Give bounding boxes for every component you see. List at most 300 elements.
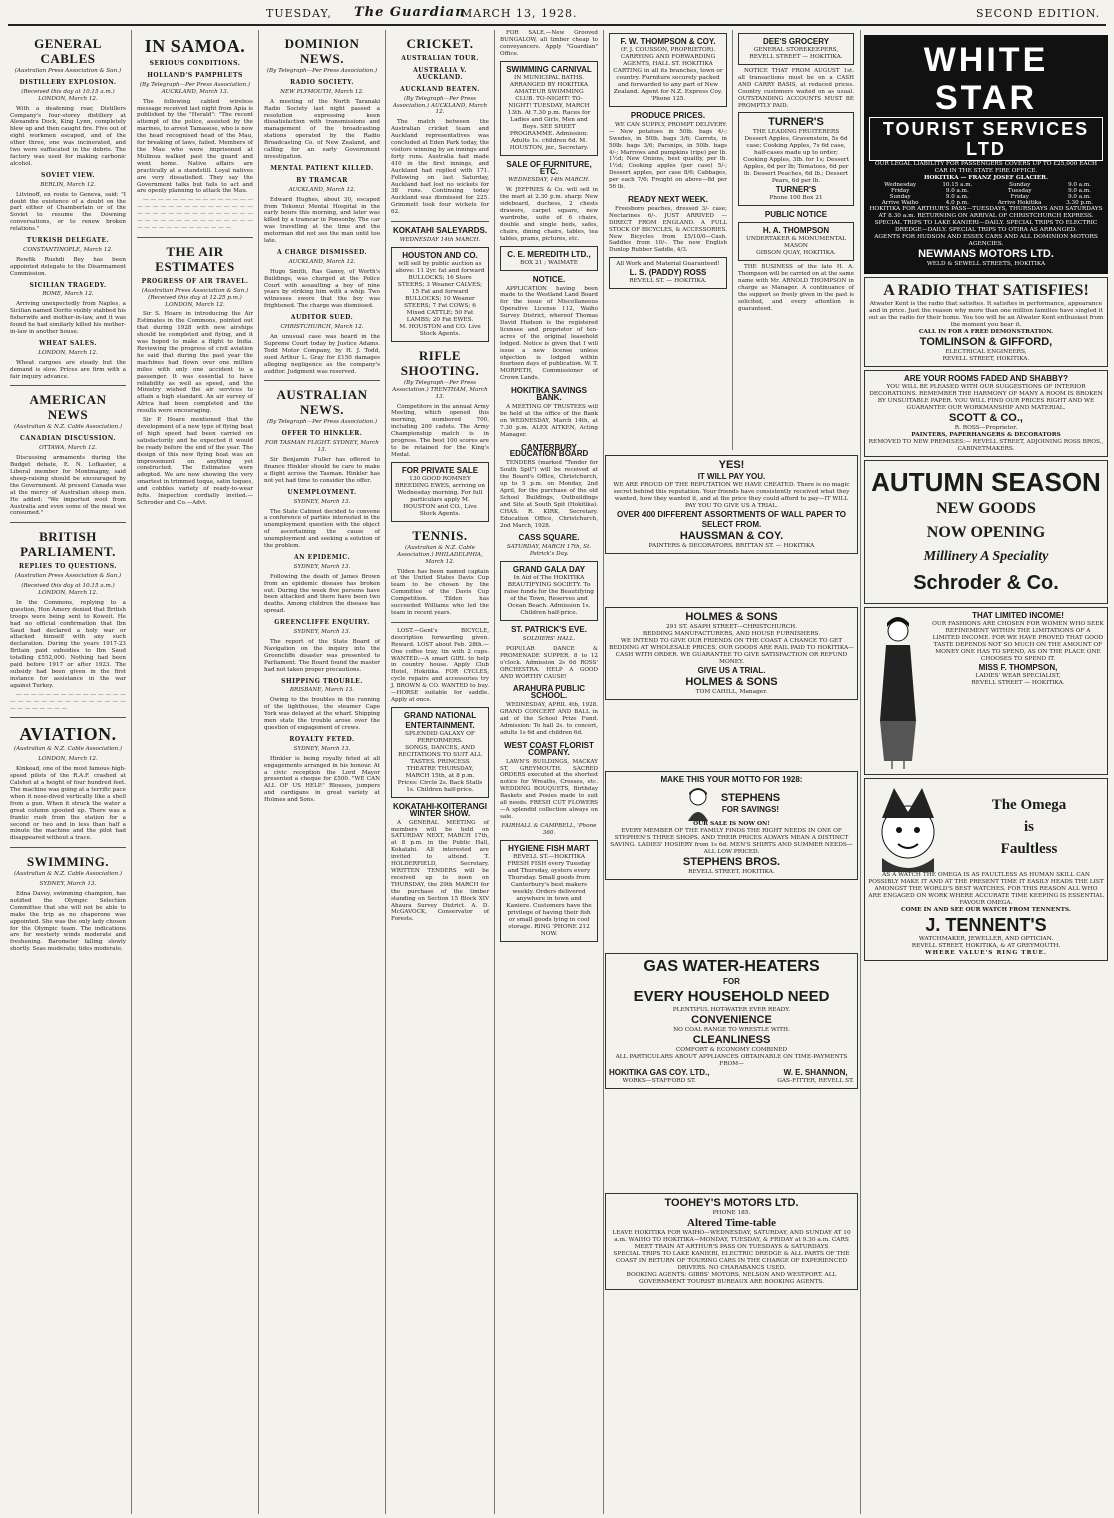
timetable-cell: 9.0 a.m. [945,194,969,200]
ad-text: NOTICE THAT FROM AUGUST 1st. all transactions must be on a CASH AND CARRY BASIS, at reduced prices. Country customers waited on as usual. OUTSTANDING ACCOUNTS MUST BE PROMPTLY PAID. [738,68,854,109]
ad-heading: HOLMES & SONS [685,611,778,623]
ad-paddy-ross [609,257,727,289]
ad-text: WHERE VALUE'S RING TRUE. [925,950,1047,956]
ad-text: TOM CAHILL, Manager. [695,689,768,695]
ad-title: WEST COAST FLORIST COMPANY. [504,740,594,757]
subheading: ROYALTY FETED. [289,735,355,743]
dateline: LONDON, March 12. [38,756,98,763]
ad-text: REVELL STREET, HOKITIKA. [942,356,1030,362]
notice-text: POPULAR DANCE & PROMENADE SUPPER. 8 to 12 o'clock. Admission 2s 6d ROSS' ORCHESTRA. HELP A GOOD AND WORTHY CAUSE! [500,645,598,680]
timetable-cell: Arrive Hokitika [997,200,1042,206]
divider [10,717,126,718]
ad-dees-grocery [738,33,854,65]
ad-text: HOKITIKA — FRANZ JOSEF GLACIER. [923,175,1049,181]
ad-radio [864,277,1108,367]
ad-heading: HYGIENE FISH MART [508,843,590,853]
ad-heading: Altered Time-table [687,1217,776,1229]
ad-text: THE LEADING FRUITERERS [752,129,840,136]
ad-title: ARAHURA PUBLIC SCHOOL. [512,684,586,701]
ad-text: SPECIAL TRIPS TO LAKE KANIERI—DAILY. SPECIAL TRIPS TO ELECTRIC DREDGE—DAILY. SPECIAL TRIPS TO OTIRA AS ARRANGED. [874,220,1098,233]
ad-text: CARRYING AND FORWARDING AGENTS, HALL ST. HOKITIKA [620,54,716,67]
ad-heading: NOW OPENING [926,524,1046,541]
ad-title: SALE OF FURNITURE, ETC. [506,159,592,176]
ad-text: EVERY MEMBER OF THE FAMILY FINDS THE RIGHT NEEDS IN ONE OF STEPHEN'S THREE SHOPS. AND THEIR PRICES ALWAYS MEAN A DISTINCT SAVING. LADIES' HOSIERY from 1s 6d. MEN'S SHIRTS AND SUMMER NEEDS—ALL LOW PRICED. [610,828,853,855]
ad-heading: FOR SAVINGS! [721,804,780,814]
ad-text: OUR FASHIONS ARE CHOSEN FOR WOMEN WHO SEEK REFINEMENT WITHIN THE LIMITATIONS OF A LIMITED INCOME. FOR WE HAVE PROVED THAT GOOD TASTE DEPENDS NOT SO MUCH ON THE AMOUNT OF MONEY ONE HAS TO SPEND, AS ON THE PLACE ONE CHOOSES TO SPEND IT. [932,621,1104,662]
ad-heading: HOUSTON AND CO. [402,250,478,260]
article-text: A meeting of the North Taranaki Radio Society last night passed a resolution expressing keen dissatisfaction with transmissions and management of the broadcasting stations operated by the Radio Broadcasting Co. of New Zealand, and calling for an early Government investigation. [264,98,380,160]
subheading: UNEMPLOYMENT. [287,488,357,496]
subheading: AUDITOR SUED. [290,314,354,322]
gas-ad-footer [609,1068,854,1085]
timetable-cell: Wednesday [884,182,917,188]
heading-american-news: AMERICAN NEWS [29,392,107,423]
byline: (Australian & N.Z. Cable Association.) [13,424,123,431]
ad-text: LEAVE HOKITIKA FOR WAIHO—WEDNESDAY, SATURDAY, AND SUNDAY AT 10 a.m. WAIHO TO HOKITIKA—MONDAY, TUESDAY, & FRIDAY at 9.30 a.m. CARS MEET TRAIN AT ARTHUR'S PASS ON TUESDAYS & SATURDAYS [612,1230,851,1250]
heading-rifle-shooting: RIFLE SHOOTING. [400,347,480,378]
ad-heading: DEE'S GROCERY [762,37,830,46]
subheading: SOVIET VIEW. [41,171,95,179]
ad-title: PRODUCE PRICES. [630,111,706,120]
ad-text: SONGS, DANCES, AND RECITATIONS TO SUIT ALL TASTES. PRINCESS THEATRE THURSDAY, MARCH 15th, at 8 p.m. Prices: Circle 2s. Back Stalls 1s. Children half-price. [397,744,483,793]
ad-text: LADIES' WEAR SPECIALIST, [975,673,1061,679]
ad-text: PAINTERS & DECORATORS. BRITTAN ST. — HOKITIKA [648,543,815,549]
ad-heading: SWIMMING CARNIVAL [506,64,592,74]
timetable-cell: Arrive Waiho [881,200,919,206]
ad-ha-thompson [738,222,854,261]
article-text: The following cabled wireless message received last night from Apia is published by the "Herald": "The recent attempt of the police, assisted by the marines, to arrest Tamasese, who is now the head recognised head of the Mau, for breaking of laws, failed. Members of the Mau who were imprisoned at Mulinuu walked past the guard and went home. Native affairs are practically at a standstill. Loyal natives are very dissatisfied. They say the Government talks but fails to act and are openly planning to attack the Mau. [137,98,253,195]
ad-text: COMFORT & ECONOMY COMBINED [675,1047,788,1053]
article-text-filler: — — — — — — — — — — — — — — — — — — — — — — — — — — — — — — — — — — — — — — [10,691,126,712]
notice-text: THE BUSINESS of the late H. A. Thompson will be carried on at the same name with Mr. ARNOLD THOMPSON in charge as Manager. A continuance of the support so freely given in the past is solicited, and every attention is guaranteed. [738,264,854,312]
byline: (By Telegraph—Per Press Association.) [266,419,378,426]
ad-text: 130 GOOD ROMNEY BREEDING EWES, arriving on Wednesday morning. For full particulars apply M. HOUSTON and CO., Live Stock Agents. [395,475,485,517]
column-1 [6,30,130,1514]
dateline: SYDNEY, March 13. [39,881,97,888]
ad-text: PHONE 185. [712,1210,751,1216]
column-6 [605,30,731,450]
ad-autumn-season [864,460,1108,604]
timetable-cell: 9.0 a.m. [945,188,969,194]
article-text: Kinkead, one of the most famous high-speed pilots of the R.A.F. crashed at Calshot at a height of four hundred feet. The machine was going at a terrific pace when it nose-dived vertically like a shell from a gun. When it struck the water a great column spouted up. There was a frantic rush from the station for a second or two and in less than half a minute the machine and the pilot had disappeared without a trace. [10,766,126,842]
column-2 [133,30,257,1514]
omega-top [868,782,1104,872]
timetable-cell: Sunday [1009,182,1031,188]
ad-omega [864,778,1108,961]
white-star-subtitle: TOURIST SERVICES LTD [869,117,1103,161]
ad-swimming-carnival [500,61,598,156]
ad-heading: NEW GOODS [936,500,1036,517]
ad-text: Dessert Apples, Gravenstein, 5s 6d case; Cooking Apples, 7s 6d case, half-cases made up to order; Cooking Apples, 3lb. for 1s; Dessert Apples, 6d per lb; Tomatoes, 6d per lb. Dessert Peaches, 6d lb.; Dessert Pears, 6d per lb. [743,136,849,185]
column-rule [258,30,259,1514]
article-text: Wheat cargoes are steady but the demand is slow. Prices are firm with a fair inquiry advance. [10,359,126,380]
column-7 [734,30,858,450]
ad-title: KOKATAHI-KOITERANGI WINTER SHOW. [393,801,487,818]
ad-heading: Millinery A Speciality [923,549,1049,564]
ad-text: SPECIAL TRIPS TO LAKE KANIERI, ELECTRIC DREDGE & ALL PARTS OF THE COAST IN RETURN OF TOURING CARS IN THE CHARGE OF EXPERIENCED DRIVERS. NO CHARABANCS USED. [613,1251,850,1271]
article-text: Sir P. Hoare mentioned that the development of a new type of flying boat of high speed had been carried on satisfactorily and he expected it would be ready before the end of the year. The design of this new flying boat was an improvement on anything yet constructed. The Estimates were adopted. We are now showing the very smartest in trimmed toque, satin toques, and cobbles variety of ready-to-wear felts. Inspection cordially invited.—Schroder and Co.—Advt. [137,417,253,506]
dateline: (By Telegraph—Per Press Association.) TRENTHAM, March 13. [392,379,488,400]
ad-text: GAS-FITTER, REVELL ST. [777,1078,854,1084]
ad-heading: L. S. (PADDY) ROSS [629,268,707,278]
ad-text: PAINTERS, PAPERHANGERS & DECORATORS [911,432,1061,438]
dateline: NEW PLYMOUTH, March 12. [280,88,364,95]
article-text: The State Cabinet decided to convene a conference of parties interested in the unemployment question with the object of ascertaining the cause of unemployment and seeking a solution of the problem. [264,508,380,550]
masthead-date: MARCH 13, 1928. [461,7,578,20]
subheading: TURKISH DELEGATE. [26,237,110,245]
ad-heading: FOR PRIVATE SALE [401,465,479,475]
ad-gala-day [500,561,598,621]
ad-text: AS A WATCH THE OMEGA IS AS FAULTLESS AS HUMAN SKILL CAN POSSIBLY MAKE IT AND AT THE PRESENT TIME IT EASILY HEADS THE LIST AMONGST THE WORLD'S BEST WATCHES. FOR THIS REASON ALL WHO ARE ENGAGED ON WORK WHERE ACCURATE TIME KEEPING IS ESSENTIAL FAVOUR OMEGA. [868,872,1104,906]
dateline: OTTAWA, March 12. [39,445,97,452]
ad-text: GENERAL STOREKEEPERS, REVELL STREET — HOKITIKA. [749,47,843,60]
ad-heading: GRAND GALA DAY [512,565,586,575]
ad-text: WE CAN SUPPLY, PROMPT DELIVERY:— New potatoes in 50lb. bags 4/-; Swedes, in 50lb. bags 3/6; Carrots, in 50lb. bags 3/6; Parsnips, in 50lb. bags 4/-; Marrows and pumpkins (ripe) per lb. 1½d; New Onions, best quality, per lb. 1½d; Cooking apples (per case) 5/-; Dessert apples, per case 8/6; Cabbages, per each 7/6; Freight on above—8d per 56 lb. [609,121,727,191]
ad-title: HOKITIKA SAVINGS BANK. [510,386,587,403]
ad-text: IN MUNICIPAL BATHS. [513,74,585,81]
byline: (Australian & N.Z. Cable Association.) [13,746,123,753]
article-text: In the Commons, replying to a question, Hon Amery denied that British troops were being sent to Koweit. He had no official confirmation that Ibn Saud had declared a holy war or attacked himself with any such declaration. During the years 1917-23 Britain paid subsidies to Ibn Saud totalling £552,000. Nothing had been paid before 1917 or after 1923. The subsidy had been given in the first instance for assistance in the war against Turkey. [10,599,126,689]
subheading: OFFER TO HINKLER. [281,430,363,438]
ad-title: NOTICE. [532,274,566,284]
ad-text: REVELL ST. — HOKITIKA. [629,278,707,285]
fashion-lady-icon [868,611,928,771]
article-text: Sir Benjamin Fuller has offered to finance Hinkler should he care to make a flight across the Tasman. Hinkler has not yet had time to consider the offer. [264,457,380,484]
subheading: BY TRAMCAR [296,176,348,184]
article-text: The report of the State Board of Navigation on the inquiry into the Greencliffe disaster was presented to Parliament. The Board found the master had not taken proper precautions. [264,639,380,673]
ad-text: ELECTRICAL ENGINEERS, [945,349,1027,355]
dateline: SYDNEY, March 13. [293,563,351,570]
dateline: SYDNEY, March 13. [293,745,351,752]
subheading: RADIO SOCIETY. [290,78,354,86]
dateline: (Australian Press Association & Sun.) (Received this day at 12.25 p.m.) LONDON, March 12. [141,287,249,308]
ad-heading: J. TENNENT'S [925,915,1047,935]
ad-private-sale [391,462,489,522]
ad-title: READY NEXT WEEK. [628,194,708,204]
subheading: SICILIAN TRAGEDY. [29,281,107,289]
dateline: LONDON, March 12. [38,349,98,356]
heading-air-estimates: THE AIR ESTIMATES [155,243,235,274]
ad-text: REVELL ST.—HOKITIKA [512,853,586,860]
subheading: CANADIAN DISCUSSION. [20,435,116,443]
ad-heading: IT WILL PAY YOU. [697,472,766,481]
yes-ad-block [605,452,858,557]
ad-text: BOOKING AGENTS: GIBBS' MOTORS, NELSON AND WESTPORT. ALL GOVERNMENT TOURIST BUREAUX ARE BOOKING AGENTS. [626,1272,837,1285]
notice-text: LAWN'S BUILDINGS, MACKAY ST, GREYMOUTH. SACRED ORDERS executed at the shortest notice for Wreaths, Crosses, etc. WEDDING BOUQUETS, Birthday Baskets and Posies made to suit all needs. FRESH CUT FLOWERS—A splendid collection always on sale. [500,758,598,820]
divider [10,385,126,386]
ad-heading: STEPHENS BROS. [682,856,781,868]
ad-subtitle: SOLDIERS' HALL. [522,636,576,643]
ad-subtitle: WEDNESDAY 14th MARCH. [399,236,481,243]
column-rule [732,30,733,450]
notice-text: A GENERAL MEETING of members will be held on SATURDAY NEXT, MARCH 17th, at 8 p.m. in the Public Hall, Kokatahi. All interested are invited to attend. T. HOLDERFIELD, Secretary. WRITTEN TENDERS will be received up to noon on THURSDAY, the 29th MARCH for the purchase of the timber standing on Section 15 Block XIV Ahaura Survey District. A. D. McGAVOCK, Conservator of Forests. [391,819,489,923]
dateline: SYDNEY, March 13. [293,629,351,636]
notice-text: WEDNESDAY, APRIL 4th, 1928. GRAND CONCERT AND BALL in aid of the School Prize Fund. Admission: To hall 2s. to concert, adults 1s 6d and children 6d. [500,702,598,736]
ad-gas-heaters [605,953,858,1089]
ad-subtitle: FAIRHALL & CAMPBELL, 'Phone 360. [501,822,597,836]
heading-tennis: TENNIS. [412,527,468,543]
stephens-ad-block [605,768,858,883]
ad-heading: HAUSSMAN & COY. [679,530,784,542]
heading-aviation: AVIATION. [19,724,117,745]
ad-text: GIBSON QUAY, HOKITIKA. [756,250,836,257]
ad-heading: GAS WATER-HEATERS [643,958,820,975]
ad-text: WATCHMAKER, JEWELLER, AND OPTICIAN. [918,936,1054,942]
article-text: Tilden has been named captain of the United States Davis Cup team to be chosen by the Committee of the Davis Cup Competition. Tilden has succeeded Williams who led the team in recent years. [391,568,489,616]
divider [264,380,380,381]
ad-text: will sell by public auction as above: 11 2yr. fat and forward BULLOCKS; 16 Store STEERS; 3 Weaner CALVES; 15 Fat and forward BULLOCKS; 10 Weaner STEERS; 7 Fat COWS; 6 Mixed CATTLE; 50 Fat LAMBS; 20 Fat EWES. [395,260,485,323]
ad-meredith [500,246,598,271]
ad-heading: FOR [723,977,740,986]
ad-text: WELD & SEWELL STREETS, HOKITIKA [926,261,1046,267]
heading-swimming: SWIMMING. [26,854,110,870]
ad-hygiene-fish [500,840,598,942]
column-8 [864,32,1108,964]
ad-heading: SCOTT & CO., [949,412,1023,424]
lady-portrait-icon [683,785,713,821]
masthead-day: TUESDAY, [266,7,332,20]
article-text: Sir S. Hoare in introducing the Air Estimates in the Commons, pointed out that during 1928 with new airships should be completed and flying, and it was hoped to make a flight to India. Reviewing the progress of civil aviation he said that during the past year the machines had flown over one million miles with only one accident to a passenger. It was essential to have reliability as well as speed, and the Ministry wished the air services to attain a high standard. An air survey of Africa had been completed and the results were encouraging. [137,311,253,415]
article-text: Arriving unexpectedly from Naples, a Sicilian named Dorito visibly stabbed his fisherwife and mother-in-law, and it was found he had similarly killed his mother-in-law in another house. [10,301,126,335]
article-text: Discussing armaments during the Budget debate, E. N. Lofkaster, a Liberal member for Montmagny, said sheep-raising should be encouraged by the Government. At present Canada was at the mercy of Australian sheep men. He added: "We imported wool from Australia and even some of the meat we consumed." [10,455,126,517]
column-rule [603,30,604,1514]
white-star-logo: WHITE STAR [923,41,1049,117]
subheading: WHEAT SALES. [39,339,97,347]
ad-heading: Faultless [1000,841,1058,857]
article-text: Edna Davey, swimming champion, has notified the Olympic Selection Committee that she will not be able to make the trip as no chaperone was appointed. She was the only lady chosen for the Olympic team. The indications are for westerly winds moderate and freshening. Barometer falling slowly shortly. Seas moderate; tides moderate. [10,891,126,953]
divider [137,237,253,238]
subheading: REPLIES TO QUESTIONS. [19,563,117,571]
heading-cricket: CRICKET. [406,36,474,51]
column-rule [385,30,386,1514]
subheading: MENTAL PATIENT KILLED. [270,164,374,172]
heading-dominion-news: DOMINION NEWS. [284,36,360,66]
ad-heading: CONVENIENCE [691,1014,772,1026]
dateline: (Received this day at 10.15 a.m.) LONDON, March 12. [21,583,115,597]
timetable-cell: Tuesday [1007,188,1032,194]
article-text: An unusual case was heard in the Supreme Court today by Justice Adams. Todd Motor Company, by H. J. Todd, sued Arthur L. Gray for £150 damages alleging negligence as the company's auditor. Judgment was reserved. [264,334,380,375]
ad-toohey-motors [605,1193,858,1290]
article-text: Hugo Smith, Ras Ganey, of Worth's Buildings, was charged at the Police Court with assaulting a boy of nine years by striking him with a whip. Two witnesses swore that the boy was frightened. The charge was dismissed. [264,268,380,310]
timetable-cell: 9.0 a.m. [1068,194,1091,200]
timetable [869,182,1103,206]
subheading: AN EPIDEMIC. [293,553,351,561]
ad-text: AGENTS FOR HUDSON AND ESSEX CARS AND ALL DOMINION MOTORS AGENCIES. [874,234,1098,247]
ad-text: REVELL STREET, HOKITIKA, & AT GREYMOUTH. [911,943,1061,949]
subheading: PROGRESS OF AIR TRAVEL. [141,277,249,285]
ad-text: Freesboro peaches, dressed 3/- case; Nectarines 6/-. JUST ARRIVED — DIRECT FROM ENGLAND. A FULL STOCK OF BICYCLES, & ACCESSORIES. New Bicycles from £5/10/0—Cash. Saddles from 10/-. The new English Dunlop Rubber Saddle, 4/3. [609,205,727,254]
timetable-cell: 10.15 a.m. [942,182,973,188]
divider [10,522,126,523]
masthead-edition: SECOND EDITION. [976,7,1101,20]
ad-text: FRESH FISH every Tuesday and Thursday, oysters every Thursday. Small goods from Canterbury's best makers weekly. Orders delivered anywhere in town and Kaniere. Customers have the privilege of having their fish or small goods lying in cool storage. RING 'PHONE 212 NOW. [506,860,592,937]
toohey-ad-block [605,1190,858,1293]
byline: (By Telegraph—Per Press Association.) [266,68,378,74]
ad-subtitle: WEDNESDAY, 14th MARCH. [508,177,590,184]
ad-text: OUR SALE IS NOW ON! [693,821,770,827]
ad-text: CARTING in all its branches, town or country. Furniture securely packed and forwarded to any part of New Zealand. Agent for N.Z. Express Coy. 'Phone 125. [613,68,723,102]
ad-scott [864,370,1108,457]
ad-text: PLENTIFUL HOT-WATER EVER READY. [672,1007,791,1013]
ad-title: KOKATAHI SALEYARDS. [392,226,488,236]
subheading: HOLLAND'S PAMPHLETS [147,71,243,79]
column-3 [260,30,384,1514]
article-text: Competitors in the annual Army Meeting, which opened this morning, numbered 700, including 200 cadets. The Army Championship match is in progress. The best 100 scores are to be retained for the King's Medal. [391,403,489,458]
ad-heading: is [1023,819,1034,835]
ad-stephens [605,771,858,880]
byline: (Australian Press Association & Sun.) [14,68,122,74]
ad-heading: TOOHEY'S MOTORS LTD. [664,1197,799,1209]
ad-title: CANTERBURY EDUCATION BOARD [509,442,589,459]
divider [391,622,489,623]
subheading: AUSTRALIA V. AUCKLAND. [413,66,467,81]
ad-heading: TOMLINSON & GIFFORD, [919,336,1053,348]
dateline: AUCKLAND, March 12. [288,258,356,265]
ad-text: REVELL STREET — HOKITIKA. [971,680,1065,686]
ad-text: OUR LEGAL LIABILITY FOR PASSENGERS COVERS UP TO £25,000 EACH CAR IN THE STATE FIRE OFFICE. [874,161,1098,174]
article-text: With a deafening roar, Distillers Company's four-storey distillery at Alexandra Dock, King Lynn, completely blew up and then caught fire. Five out of eight workmen escaped, and of the other three, one was incinerated, and two were suffocated in the debris. The factory was used for making carbonic alcohol. [10,105,126,167]
dateline: ROME, March 12. [42,291,94,298]
ad-heading: The Omega [991,797,1067,813]
ad-haussman [605,455,858,554]
article-text: Owing to the troubles in the running of the lighthouse, the steamer Cape York was delayed at the wharf. Shipping men state the trouble arose over the question of engagement of crews. [264,697,380,731]
ad-text: BEDDING MANUFACTURERS, AND HOUSE FURNISHERS. [642,631,821,637]
ad-grand-national [391,707,489,798]
dateline: (By Telegraph—Per Press Association.) AUCKLAND, March 12. [392,95,488,116]
dateline: (Australian & N.Z. Cable Association.) PHILADELPHIA, March 12. [397,544,483,565]
notice-text: APPLICATION having been made to the Westland Land Board for the issue of Miscellaneous Operative License 112, Waiho Survey District, whereof Thomas David Hudson is the registered licensee and proprietor of ten-acres of the original leasehold lodged. Notice is given that I will issue a new license unless objection is lodged within fourteen days of publication. W. T. MORPETH, Commissioner of Crown Lands. [500,285,598,382]
dateline: CONSTANTINOPLE, March 12. [23,246,113,253]
ad-holmes-sons [605,607,858,700]
ad-turners [738,112,854,206]
subheading: AUCKLAND BEATEN. [400,85,480,93]
ad-text: Phone 100 Box 21 [769,195,823,202]
ad-heading: MAKE THIS YOUR MOTTO FOR 1928: [660,775,803,784]
subheading: SHIPPING TROUBLE. [281,677,363,685]
timetable-cell: 9.0 a.m. [1068,182,1091,188]
timetable-cell: 9.0 a.m. [1068,188,1091,194]
ad-text: ARRANGED BY HOKITIKA AMATEUR SWIMMING CLUB. TO-NIGHT! TO-NIGHT! TUESDAY, MARCH 13th. At 7.30 p.m. Races for Ladies and Girls, Men and Boys. SEE SHEET PROGRAMME. Admission: Adults 1s. children 6d. M. HOUSTON, jnr., Secretary. [507,81,591,151]
dateline: AUCKLAND, March 12. [288,186,356,193]
ad-heading: CLEANLINESS [692,1034,771,1046]
ad-title: PUBLIC NOTICE [764,210,828,220]
ad-text: YOU WILL BE PLEASED WITH OUR SUGGESTIONS OF INTERIOR DECORATIONS. REMEMBER THE HARMONY OF MANY A ROOM IS BROKEN BY UNSUITABLE PAPER. YOU WILL FIND OUR PRICES RIGHT AND WE GUARANTEE OUR WORKMANSHIP AND MATERIAL. [869,384,1103,411]
dateline: CHRISTCHURCH, March 12. [280,324,364,331]
ad-heading: ARE YOUR ROOMS FADED AND SHABBY? [903,374,1068,383]
ad-text: All Work and Material Guaranteed! [616,261,720,268]
ad-text: COME IN AND SEE OUR WATCH FROM TENNENTS. [901,907,1071,913]
ad-text: BOX 21 ; WAIMATE [519,259,579,266]
heading-australian-news: AUSTRALIAN NEWS. [276,387,368,418]
ad-text: REVELL STREET, HOKITIKA. [688,869,775,875]
ad-heading: OVER 400 DIFFERENT ASSORTMENTS OF WALL PAPER TO SELECT FROM. [616,510,847,529]
column-rule [131,30,132,1514]
byline: (Australian & N.Z. Cable Association.) [13,871,123,878]
ad-text: WE ARE PROUD OF THE REPUTATION WE HAVE CREATED. There is no magic secret behind this reputation. Your friends have consistently received what they wanted, how they wanted it, and at the price they could afford to pay—IT WILL PAY YOU TO GIVE US A TRIAL. [613,482,850,509]
dateline: (Received this day at 10.15 a.m.) LONDON, March 12. [21,88,115,102]
subheading: A CHARGE DISMISSED. [276,248,368,256]
ad-heading: THAT LIMITED INCOME! [972,611,1064,620]
notice-text: A MEETING OF TRUSTEES will be held at the office of the Bank on WEDNESDAY, March 14th, at 7.30 p.m. ALEX AITKEN, Acting Manager. [500,404,598,438]
ad-heading: HOLMES & SONS [685,676,778,688]
ad-text: R. ROSS—Proprietor. [954,425,1018,431]
ad-text: SPLENDID GALAXY OF PERFORMERS. [405,730,475,744]
masthead [8,4,1106,26]
ad-heading: AUTUMN SEASON [871,467,1101,497]
article-text: The match between the Australian cricket team and Auckland representatives was concluded at Eden Park today, the visitors winning by an innings and forty runs. Australia had made 410 in the first innings, and Auckland had replied with 171. Following on last Saturday, Auckland had lost no wickets for 38 runs. Continuing today Auckland was dismissed for 225. Grimmett took four wickets for 62. [391,119,489,216]
column-4 [387,30,493,1514]
ad-subtitle: SATURDAY, MARCH 17th, St. Patrick's Day. [506,544,592,558]
ad-title: CASS SQUARE. [518,533,580,543]
ad-heading: TURNER'S [768,116,824,129]
ad-text: WORKS—STAFFORD ST. [622,1078,696,1084]
ad-text: 291 ST. ASAPH STREET—CHRISTCHURCH. [665,624,798,630]
article-text: Hinkler is being royally feted at all engagements arranged in his honour. At a civic reception the Lord Mayor presented a cheque for £500. "WE CAN ALL OF US HELP." Blouses, jumpers and cardigans in great variety at Holmes and Sons. [264,755,380,804]
dateline: BERLIN, March 12. [40,181,96,188]
ad-heading: F. W. THOMPSON & COY. [620,37,716,46]
ad-text: HOKITIKA FOR ARTHUR'S PASS—TUESDAYS, THURSDAYS AND SATURDAYS AT 8.30 a.m. RETURNING ON ARRIVAL OF CHRISTCHURCH EXPRESS. [869,206,1103,219]
ad-heading: MISS F. THOMPSON, [978,663,1058,672]
article-text-filler: — — — — — — — — — — — — — — — — — — — — — — — — — — — — — — — — — — — — — — — — — — — — — — — — — — — — — — — — — — — — — — — — — — — — — — — — — [137,197,253,231]
divider [10,847,126,848]
ad-heading: Schroder & Co. [913,572,1059,594]
holmes-ad-block [605,604,858,703]
ad-heading: GRAND NATIONAL ENTERTAINMENT. [403,710,477,730]
ad-white-star [864,35,1108,274]
dateline: BRISBANE, March 13. [289,687,355,694]
timetable-cell: Sunday [889,194,911,200]
ad-heading: STEPHENS [720,791,781,804]
subheading: DISTILLERY EXPLOSION. [19,78,117,86]
ad-heading: GIVE US A TRIAL. [697,666,766,675]
classifieds-text: LOST.—Gent's BICYCLE, description forwarding given. Reward. LOST about Feb. 28th.—One coffee tray, tin with 2 cups. WANTED.—A smart GIRL to help in country house. Apply Club Hotel, Hokitika. FOR CYCLES, cycle repairs and accessories try J. BROWN & CO. WANTED to buy.—HORSE suitable for saddle. Apply at once. [391,627,489,703]
column-rule [860,30,861,1514]
heading-in-samoa: IN SAMOA. [144,36,246,56]
article-text: Litvinoff, en route to Geneva, said: "I doubt the existence of a doubt on the part either of Chamberlain or of the Soviet to resume the Downing conversations, or to renew broken relations." [10,191,126,233]
divider [391,221,489,222]
ad-text: ALL PARTICULARS ABOUT APPLIANCES OBTAINABLE ON TIME-PAYMENTS FROM— [615,1054,848,1067]
ad-text: CALL IN FOR A FREE DEMONSTRATION. [918,329,1054,335]
ad-text: NO COAL RANGE TO WRESTLE WITH. [673,1027,790,1033]
ad-heading: HOKITIKA GAS COY. LTD., [609,1068,710,1077]
jester-icon [868,782,948,872]
ad-heading: NEWMANS MOTORS LTD. [918,248,1054,260]
article-text: Following the death of James Brown from an epidemic disease has broken out. During the week five persons have been attacked and there have been two deaths. Among children the disease has spread. [264,573,380,615]
ad-thompson-carrying [609,33,727,107]
ad-text: W. JEFFRIES & Co. will sell in the mart at 2.30 p.m. sharp: New sideboard, duchess, 2 chests drawers, carpet square, new wardrobe, suite of 6 chairs, double and single beds, safes, chairs, dining chairs, tables, tea tables, prams, pictures, etc. [500,187,598,242]
byline: (Australian Press Association & Sun.) [14,573,122,580]
timetable-cell: 4.0 p.m. [945,200,969,206]
ad-text: M. HOUSTON and CO. Live Stock Agents. [399,323,481,337]
stephens-logo-row [609,785,854,821]
ad-text: Atwater Kent is the radio that satisfies. It satisfies in performance, appearance and in price. Just the reason why more than one million families have singled it out as the radio for their home. You too will be an Atwater Kent enthusiast from the moment you hear it. [868,301,1104,328]
ad-heading: C. E. MEREDITH LTD., [507,249,591,259]
ad-houston-sale [391,247,489,342]
ad-text: WE INTEND TO GIVE OUR FRIENDS ON THE COAST A CHANCE TO GET BEDDING AT WHOLESALE PRICES. OUR GOODS ARE RAIL PAID TO HOKITIKA—CASH WITH ORDER. WE GUARANTEE TO GIVE SATISFACTION OR REFUND MONEY. [609,638,854,665]
ad-heading: EVERY HOUSEHOLD NEED [633,988,830,1005]
ad-text: In Aid of The HOKITIKA BEAUTIFYING SOCIETY. To raise funds for the Beautifying of the Town, Reserves and Ocean Beach. Admission 1s. Children half-price. [504,575,594,617]
ad-text: REMOVED TO NEW PREMISES:— REVELL STREET, ADJOINING ROSS BROS., CABINETMAKERS. [868,439,1104,452]
timetable-cell: 3.30 p.m. [1066,200,1093,206]
dateline: (By Telegraph—Per Press Association.) AUCKLAND, March 13. [139,81,251,95]
ad-heading: H. A. THOMPSON [762,226,830,236]
dateline: FOR TASMAN FLIGHT. SYDNEY, March 13. [265,440,379,454]
ad-limited-income [864,607,1108,775]
subheading: SERIOUS CONDITIONS. [149,60,241,67]
timetable-cell: Friday [1010,194,1029,200]
ad-heading: YES! [718,459,745,471]
heading-british-parliament: BRITISH PARLIAMENT. [20,529,116,560]
